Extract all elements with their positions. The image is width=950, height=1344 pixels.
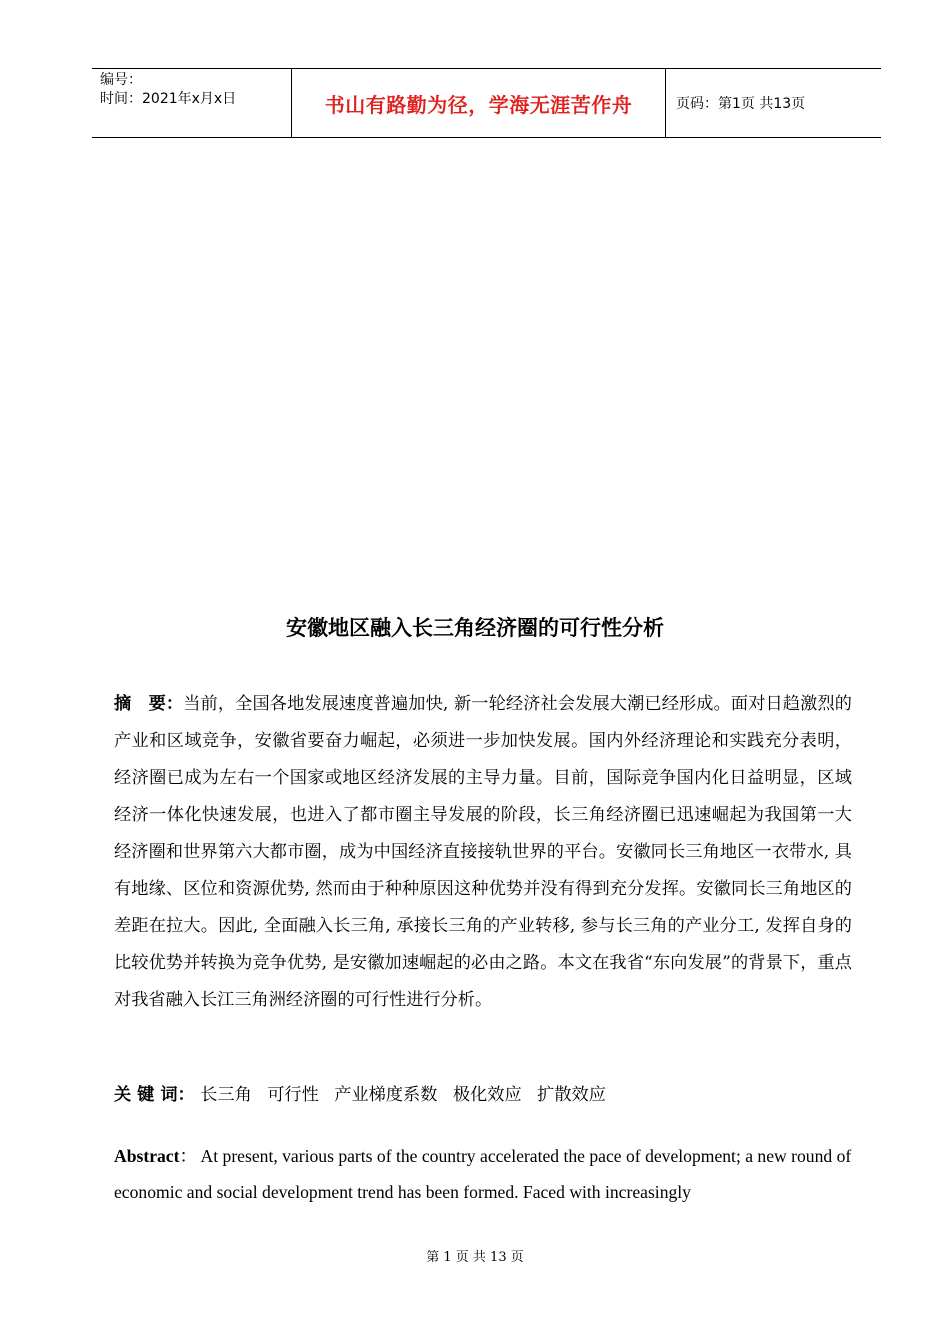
keywords-label: 关 键 词： [114,1085,195,1105]
time-label: 时间：2021年x月x日 [100,91,237,107]
keyword-item: 扩散效应 [537,1085,606,1105]
abstract-en-separator: ： [179,1146,198,1166]
header-meta-cell [92,69,292,137]
abstract-english [114,1138,852,1210]
header-table [92,68,881,138]
keyword-item: 长三角 [200,1085,252,1105]
keyword-item: 可行性 [267,1085,319,1105]
abstract-cn-label: 摘 要： [114,694,184,714]
header-motto-cell [292,69,666,137]
serial-number-label: 编号： [100,72,142,88]
keyword-item: 产业梯度系数 [334,1085,438,1105]
page-info: 页码：第1页 共13页 [676,96,806,112]
page-footer: 第 1 页 共 13 页 [426,1250,524,1265]
keyword-item: 极化效应 [452,1085,522,1105]
header-page-cell [666,69,881,137]
abstract-chinese [114,686,852,1019]
abstract-en-text: At present, various parts of the country accelerated the pace of development; a new round of economic and social development trend has been formed. Faced with increasingly [114,1146,852,1202]
abstract-cn-text: 当前，全国各地发展速度普遍加快, 新一轮经济社会发展大潮已经形成。面对日趋激烈的产业和区域竞争，安徽省要奋力崛起，必须进一步加快发展。国内外经济理论和实践充分表明，经济圈已成为左右一个国家或地区经济发展的主导力量。目前，国际竞争国内化日益明显，区域经济一体化快速发展，也进入了都市圈主导发展的阶段，长三角经济圈已迅速崛起为我国第一大经济圈和世界第六大都市圈，成为中国经济直接接轨世界的平台。安徽同长三角地区一衣带水, 具有地缘、区位和资源优势, 然而由于种种原因这种优势并没有得到充分发挥。安徽同长三角地区的差距在拉大。因此, 全面融入长三角, 承接长三角的产业转移, 参与长三角的产业分工, 发挥自身的比较优势并转换为竞争优势, 是安徽加速崛起的必由之路。本文在我省“东向发展”的背景下，重点对我省融入长江三角洲经济圈的可行性进行分析。 [114,694,852,1010]
keywords-line [114,1080,852,1110]
motto-text: 书山有路勤为径，学海无涯苦作舟 [324,92,633,117]
document-title: 安徽地区融入长三角经济圈的可行性分析 [286,616,664,640]
abstract-en-label: Abstract [114,1146,180,1166]
